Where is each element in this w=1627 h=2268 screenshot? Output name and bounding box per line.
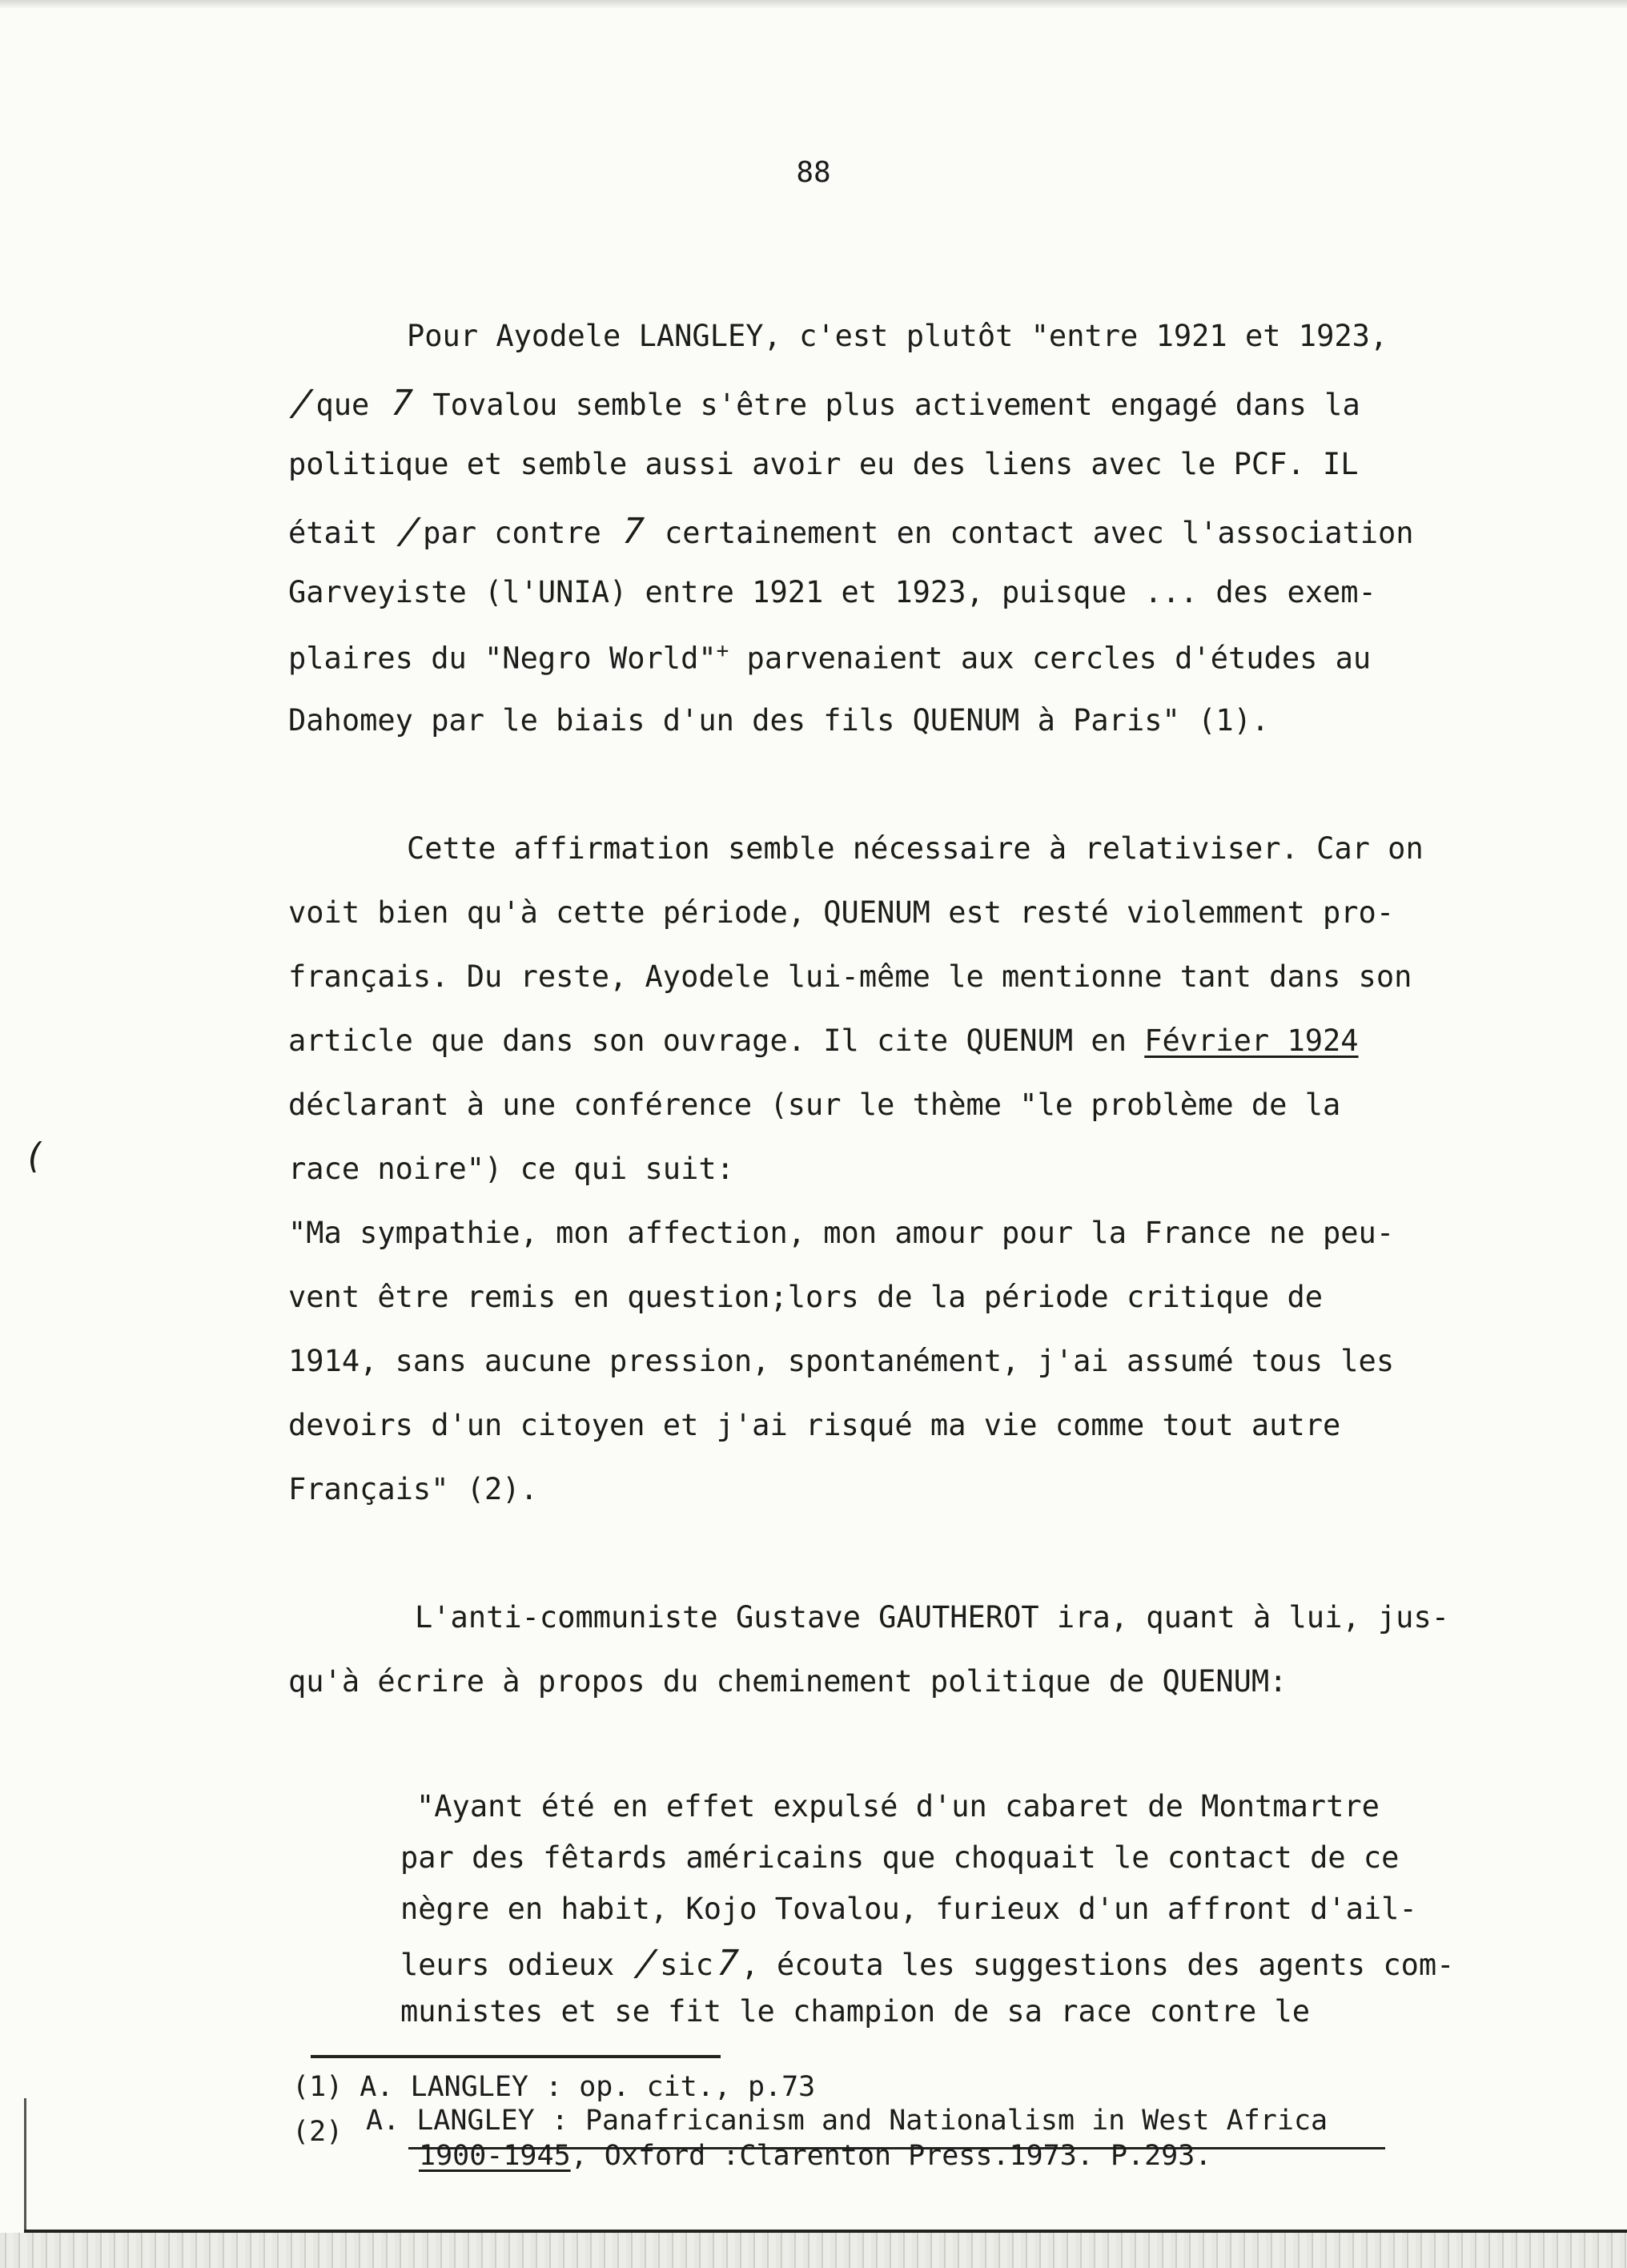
footnote-publisher: , Oxford :Clarenton Press.1973. P.293. xyxy=(570,2140,1212,2172)
scan-bottom-edge xyxy=(0,2233,1627,2268)
footnote-title: Panafricanism and Nationalism in West Africa xyxy=(585,2105,1328,2137)
paragraph-line: Dahomey par le biais d'un des fils QUENUM à Paris" (1). xyxy=(288,703,1270,738)
paragraph-line xyxy=(288,383,1360,424)
paragraph-line: vent être remis en question;lors de la période critique de xyxy=(288,1280,1324,1314)
editorial-bracket-close: 7 xyxy=(617,511,649,552)
editorial-bracket-close: 7 xyxy=(384,383,417,424)
paragraph-line xyxy=(288,1023,1359,1058)
paragraph-line: Garveyiste (l'UNIA) entre 1921 et 1923, puisque ... des exem- xyxy=(288,575,1376,609)
bracketed-text: sic xyxy=(660,1948,713,1982)
paragraph-line: devoirs d'un citoyen et j'ai risqué ma vie comme tout autre xyxy=(288,1408,1341,1442)
line-text: certainement en contact avec l'association xyxy=(665,516,1414,550)
paragraph-line: politique et semble aussi avoir eu des liens avec le PCF. IL xyxy=(288,447,1359,481)
line-text: , écouta les suggestions des agents com- xyxy=(741,1948,1455,1982)
bracketed-text: que xyxy=(315,388,370,422)
footnote-author: A. LANGLEY : xyxy=(366,2105,585,2137)
paragraph-line: L'anti-communiste Gustave GAUTHEROT ira, quant à lui, jus- xyxy=(415,1600,1450,1635)
paragraph-line xyxy=(288,511,1414,552)
underlined-date: Février 1924 xyxy=(1144,1023,1359,1058)
paragraph-line: voit bien qu'à cette période, QUENUM est resté violemment pro- xyxy=(288,895,1395,930)
footnote-1: (1) A. LANGLEY : op. cit., p.73 xyxy=(292,2071,816,2103)
editorial-bracket-open: / xyxy=(286,383,319,424)
paragraph-line: qu'à écrire à propos du cheminement politique de QUENUM: xyxy=(288,1664,1288,1699)
paragraph-line: 1914, sans aucune pression, spontanément, j'ai assumé tous les xyxy=(288,1344,1395,1378)
quote-line: nègre en habit, Kojo Tovalou, furieux d'un affront d'ail- xyxy=(400,1892,1417,1926)
footnote-separator xyxy=(311,2055,721,2058)
line-text: Tovalou semble s'être plus activement engagé dans la xyxy=(432,388,1360,422)
paragraph-line: "Ma sympathie, mon affection, mon amour pour la France ne peu- xyxy=(288,1216,1395,1250)
quote-line: munistes et se fit le champion de sa race contre le xyxy=(400,1994,1311,2029)
paragraph-line: français. Du reste, Ayodele lui-même le mentionne tant dans son xyxy=(288,959,1412,994)
line-text: parvenaient aux cercles d'études au xyxy=(729,641,1372,676)
paragraph-line: Français" (2). xyxy=(288,1472,538,1506)
quote-line xyxy=(400,1943,1454,1984)
line-text: était xyxy=(288,516,378,550)
footnote-2-line-2 xyxy=(419,2140,1211,2172)
footnote-2-line-1 xyxy=(366,2105,1328,2137)
paragraph-line: race noire") ce qui suit: xyxy=(288,1152,734,1186)
margin-mark: ( xyxy=(24,1136,46,1176)
quote-line: "Ayant été en effet expulsé d'un cabaret de Montmartre xyxy=(416,1789,1380,1824)
bracketed-text: par contre xyxy=(423,516,601,550)
footnote-marker: + xyxy=(716,639,729,663)
paragraph-line xyxy=(288,639,1371,675)
line-text: plaires du "Negro World" xyxy=(288,641,717,676)
editorial-bracket-close: 7 xyxy=(711,1943,744,1984)
line-text: article que dans son ouvrage. Il cite QUENUM en xyxy=(288,1023,1145,1058)
paragraph-line: déclarant à une conférence (sur le thème "le problème de la xyxy=(288,1088,1341,1122)
editorial-bracket-open: / xyxy=(629,1943,662,1984)
quote-line: par des fêtards américains que choquait le contact de ce xyxy=(400,1840,1400,1875)
paragraph-line: Pour Ayodele LANGLEY, c'est plutôt "entre 1921 et 1923, xyxy=(407,319,1388,353)
line-text: leurs odieux xyxy=(400,1948,615,1982)
editorial-bracket-open: / xyxy=(392,511,426,552)
footnote-title-years: 1900-1945 xyxy=(419,2140,571,2172)
page-number: 88 xyxy=(796,156,831,189)
paragraph-line: Cette affirmation semble nécessaire à relativiser. Car on xyxy=(407,831,1424,866)
scan-top-edge xyxy=(0,0,1627,8)
footnote-2-number: (2) xyxy=(292,2116,343,2148)
